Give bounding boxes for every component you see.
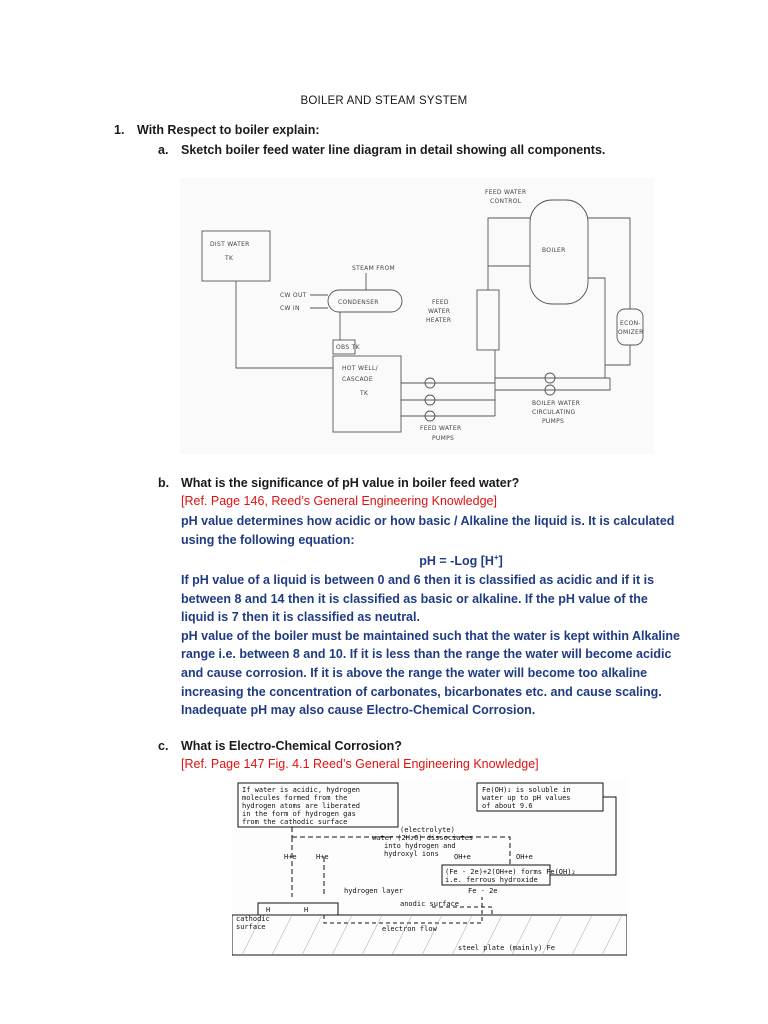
corrosion-diagram	[232, 779, 627, 959]
steel-plate-label: steel plate (mainly) Fe	[458, 944, 555, 952]
electrolyte-line2: water (2H₂O) dissociates	[372, 834, 474, 842]
h-e-left: H+e	[284, 853, 297, 861]
ph-equation	[181, 549, 681, 571]
label-feed-heater-1: FEED	[432, 299, 449, 306]
label-cw-in: CW IN	[280, 305, 300, 312]
fe-2e-label: Fe - 2e	[468, 887, 498, 895]
box1-line3: hydrogen atoms are liberated	[242, 802, 361, 810]
label-circ-pumps-2: CIRCULATING	[532, 409, 576, 416]
label-dist-water: DIST WATER	[210, 241, 250, 248]
label-feed-heater-2: WATER	[428, 308, 451, 315]
label-fw-control-1: FEED WATER	[485, 189, 527, 196]
ph-equation-sup: +	[493, 553, 499, 563]
economizer-shape	[617, 309, 643, 345]
hydrogen-layer-label: hydrogen layer	[344, 887, 404, 895]
ph-equation-text: pH = -Log [H	[419, 554, 494, 569]
label-obs-tk: OBS TK	[336, 344, 360, 351]
part-b-reference: [Ref. Page 146, Reed’s General Engineering Knowledge]	[181, 494, 497, 508]
box1-line2: molecules formed from the	[242, 794, 348, 802]
label-cw-out: CW OUT	[280, 292, 307, 299]
part-c-letter: c.	[158, 739, 169, 753]
electrolyte-line3: into hydrogen and	[384, 842, 456, 850]
cathodic-label-2: surface	[236, 923, 266, 931]
h-atom-right: H	[304, 906, 309, 914]
electrolyte-line4: hydroxyl ions	[384, 850, 439, 858]
feed-water-diagram	[180, 178, 654, 454]
box2-line1: Fe(OH)₂ is soluble in	[482, 786, 571, 794]
feed-heater-shape	[477, 290, 499, 350]
part-b-answer	[181, 512, 681, 720]
feed-water-diagram-svg	[180, 178, 654, 454]
box1-line5: from the cathodic surface	[242, 818, 348, 826]
label-feed-heater-3: HEATER	[426, 317, 452, 324]
oh-e-right: OH+e	[516, 853, 533, 861]
label-econ-2: OMIZER	[618, 329, 644, 336]
label-econ-1: ECON-	[620, 320, 641, 327]
label-circ-pumps-1: BOILER WATER	[532, 400, 581, 407]
dist-water-tank	[202, 231, 270, 281]
part-b-letter: b.	[158, 476, 170, 490]
ph-equation-close: ]	[498, 554, 503, 569]
electron-flow-label: electron flow	[382, 925, 437, 933]
label-steam-from: STEAM FROM	[352, 265, 395, 272]
label-dist-tk: TK	[225, 255, 234, 262]
box3-line2: i.e. ferrous hydroxide	[445, 876, 538, 884]
box1-line4: in the form of hydrogen gas	[242, 810, 356, 818]
label-circ-pumps-3: PUMPS	[542, 418, 565, 425]
label-hot-well-1: HOT WELL/	[342, 365, 378, 372]
oh-e-left: OH+e	[454, 853, 471, 861]
label-hot-well-tk: TK	[360, 390, 369, 397]
part-a-question: Sketch boiler feed water line diagram in detail showing all components.	[181, 143, 606, 157]
label-hot-well-2: CASCADE	[342, 376, 373, 383]
h-atom-left: H	[266, 906, 271, 914]
label-fw-control-2: CONTROL	[490, 198, 522, 205]
box3-line1: (Fe - 2e)+2(OH+e) forms Fe(OH)₂	[445, 868, 576, 876]
label-fw-pumps-1: FEED WATER	[420, 425, 462, 432]
part-a-letter: a.	[158, 143, 169, 157]
label-condenser: CONDENSER	[338, 299, 379, 306]
part-b-para1: pH value determines how acidic or how basic / Alkaline the liquid is. It is calculated using the following equation:	[181, 514, 675, 547]
box2-line2: water up to pH values	[482, 794, 571, 802]
label-fw-pumps-2: PUMPS	[432, 435, 455, 442]
page-title: BOILER AND STEAM SYSTEM	[300, 95, 468, 107]
part-c-reference: [Ref. Page 147 Fig. 4.1 Reed’s General Engineering Knowledge]	[181, 757, 539, 771]
label-boiler: BOILER	[542, 247, 566, 254]
h-e-right: H+e	[316, 853, 329, 861]
box2-line3: of about 9.6	[482, 802, 533, 810]
part-b-question: What is the significance of pH value in boiler feed water?	[181, 476, 520, 490]
part-b-para3: pH value of the boiler must be maintained such that the water is kept within Alkaline range i.e. between 8 and 10. If it is less than the range the water will become acidic and cause corrosion. If it is above the range the water will become too alkaline increasing the concentration of carbonates, bicarbonates etc. and cause scaling. Inadequate pH may also cause Electro-Chemical Corrosion.	[181, 628, 680, 718]
anodic-surface-label: anodic surface	[400, 900, 460, 908]
electrolyte-line1: (electrolyte)	[400, 826, 455, 834]
part-b-para2: If pH value of a liquid is between 0 and 6 then it is classified as acidic and if it is between 8 and 14 then it is classified as basic or alkaline. If the pH value of the liquid is 7 then it is classified as neutral.	[181, 572, 655, 625]
question-number: 1.	[114, 123, 125, 137]
corrosion-diagram-svg	[232, 779, 627, 959]
question-text: With Respect to boiler explain:	[137, 123, 320, 137]
part-c-question: What is Electro-Chemical Corrosion?	[181, 739, 402, 753]
box1-line1: If water is acidic, hydrogen	[242, 786, 361, 794]
cathodic-label-1: cathodic	[236, 915, 270, 923]
